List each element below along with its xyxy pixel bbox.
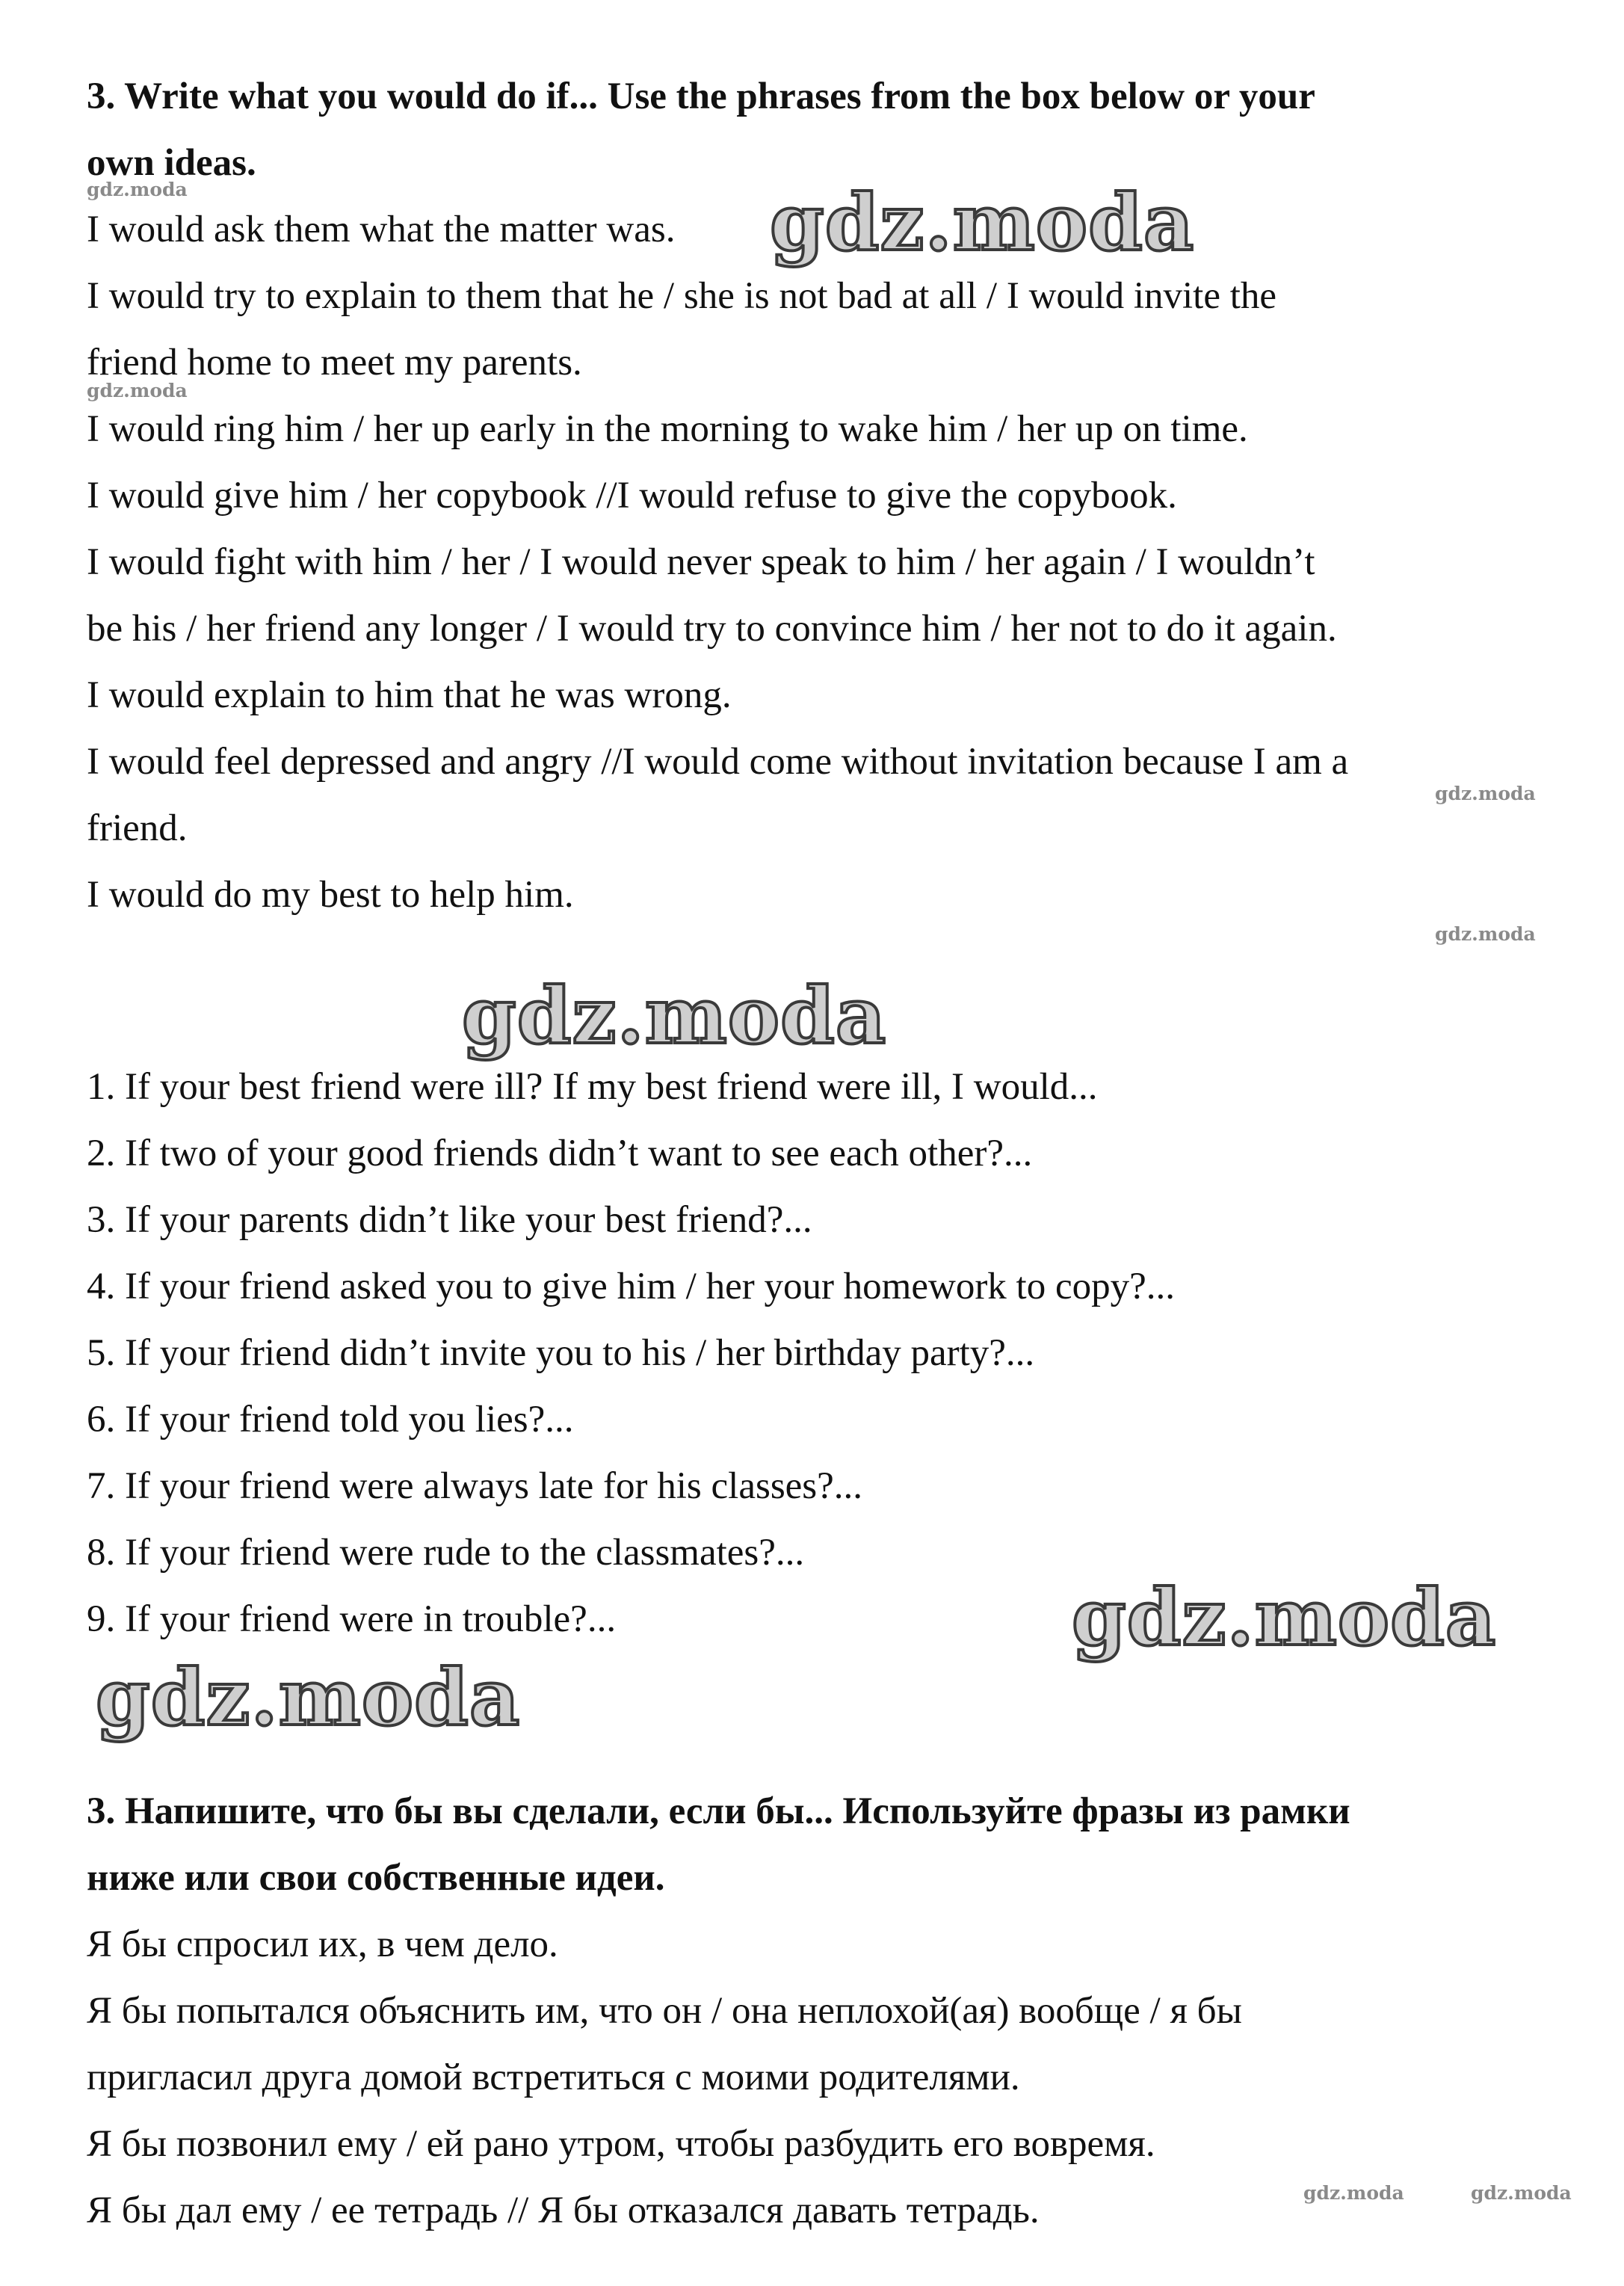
- question-line: 8. If your friend were rude to the classmates?...: [87, 1532, 805, 1574]
- watermark-small: gdz.moda: [87, 179, 188, 200]
- answer-line: be his / her friend any longer / I would try to convince him / her not to do it again.: [87, 608, 1337, 650]
- task-heading-ru-line-1: 3. Напишите, что бы вы сделали, если бы... Используйте фразы из рамки: [87, 1790, 1350, 1832]
- answer-line: I would explain to him that he was wrong.: [87, 674, 732, 716]
- answer-line-ru: пригласил друга домой встретиться с моими родителями.: [87, 2057, 1020, 2098]
- task-heading-ru-line-2: ниже или свои собственные идеи.: [87, 1857, 665, 1899]
- task-heading-en-line-1: 3. Write what you would do if... Use the phrases from the box below or your: [87, 76, 1315, 117]
- watermark-small: gdz.moda: [1303, 2182, 1404, 2204]
- question-line: 3. If your parents didn’t like your best friend?...: [87, 1199, 812, 1241]
- watermark-small: gdz.moda: [1471, 2182, 1572, 2204]
- question-line: 4. If your friend asked you to give him / her your homework to copy?...: [87, 1266, 1175, 1307]
- question-line: 1. If your best friend were ill? If my best friend were ill, I would...: [87, 1066, 1098, 1108]
- answer-line-ru: Я бы спросил их, в чем дело.: [87, 1923, 558, 1965]
- watermark-logo: gdz.moda: [96, 1651, 521, 1743]
- watermark-small: gdz.moda: [1435, 923, 1536, 945]
- question-line: 5. If your friend didn’t invite you to his / her birthday party?...: [87, 1332, 1035, 1374]
- watermark-small: gdz.moda: [1435, 783, 1536, 804]
- answer-line: I would ring him / her up early in the morning to wake him / her up on time.: [87, 408, 1248, 450]
- answer-line: I would ask them what the matter was.: [87, 209, 676, 250]
- task-heading-en-line-2: own ideas.: [87, 142, 256, 184]
- question-line: 6. If your friend told you lies?...: [87, 1399, 574, 1441]
- answer-line: friend.: [87, 807, 188, 849]
- watermark-logo: gdz.moda: [462, 970, 887, 1062]
- answer-line: I would do my best to help him.: [87, 874, 574, 916]
- watermark-logo: gdz.moda: [770, 176, 1195, 268]
- watermark-small: gdz.moda: [87, 380, 188, 401]
- question-line: 9. If your friend were in trouble?...: [87, 1598, 617, 1640]
- answer-line: I would give him / her copybook //I would refuse to give the copybook.: [87, 475, 1177, 517]
- question-line: 2. If two of your good friends didn’t want to see each other?...: [87, 1133, 1033, 1174]
- answer-line-ru: Я бы дал ему / ее тетрадь // Я бы отказался давать тетрадь.: [87, 2190, 1040, 2231]
- answer-line: I would try to explain to them that he / she is not bad at all / I would invite the: [87, 275, 1277, 317]
- answer-line: I would feel depressed and angry //I would come without invitation because I am a: [87, 741, 1349, 783]
- answer-line-ru: Я бы позвонил ему / ей рано утром, чтобы разбудить его вовремя.: [87, 2123, 1155, 2165]
- question-line: 7. If your friend were always late for his classes?...: [87, 1465, 863, 1507]
- watermark-logo: gdz.moda: [1072, 1571, 1497, 1663]
- answer-line-ru: Я бы попытался объяснить им, что он / она неплохой(ая) вообще / я бы: [87, 1990, 1242, 2032]
- answer-line: friend home to meet my parents.: [87, 342, 582, 383]
- answer-line: I would fight with him / her / I would never speak to him / her again / I wouldn’t: [87, 541, 1315, 583]
